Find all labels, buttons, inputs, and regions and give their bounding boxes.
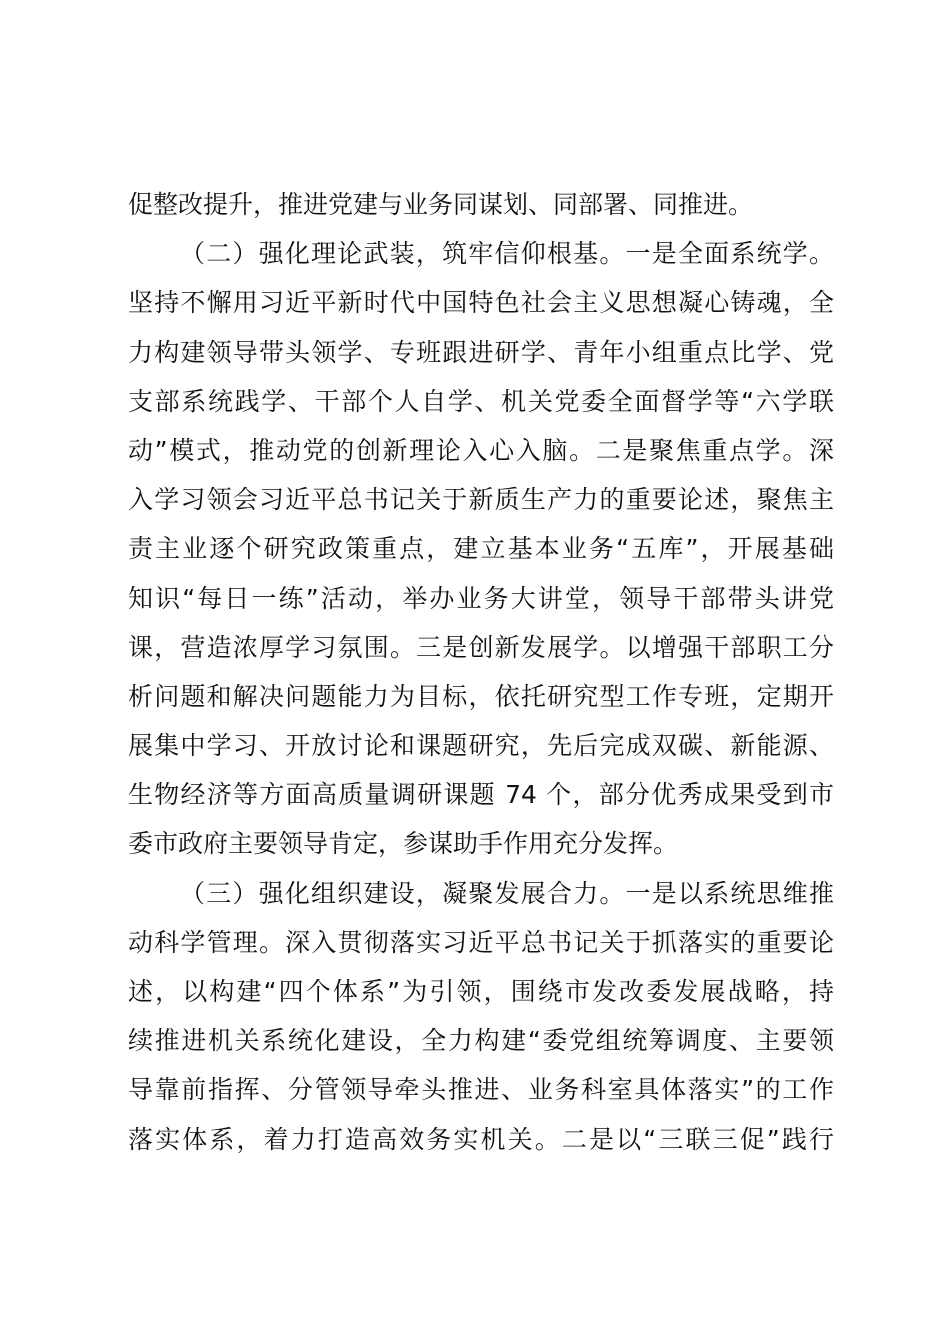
paragraph-line: 促整改提升，推进党建与业务同谋划、同部署、同推进。 [128,190,754,219]
paragraph-line: 生物经济等方面高质量调研课题 74 个，部分优秀成果受到市 [128,780,834,810]
body-text [128,180,834,1164]
paragraph-line: 委市政府主要领导肯定，参谋助手作用充分发挥。 [128,829,679,859]
paragraph-line: 坚持不懈用习近平新时代中国特色社会主义思想凝心铸魂，全 [128,288,834,318]
paragraph-line: 入学习领会习近平总书记关于新质生产力的重要论述，聚焦主 [128,485,834,515]
paragraph-line: 展集中学习、开放讨论和课题研究，先后完成双碳、新能源、 [128,731,834,761]
paragraph-line: 知识“每日一练”活动，举办业务大讲堂，领导干部带头讲党 [128,583,834,613]
paragraph-line: 析问题和解决问题能力为目标，依托研究型工作专班，定期开 [128,681,834,711]
paragraph-line: 责主业逐个研究政策重点，建立基本业务“五库”，开展基础 [128,534,834,564]
section-heading-line: （二）强化理论武装，筑牢信仰根基。一是全面系统学。 [180,239,834,269]
paragraph-line: 动科学管理。深入贯彻落实习近平总书记关于抓落实的重要论 [128,927,834,957]
paragraph-line: 落实体系，着力打造高效务实机关。二是以“三联三促”践行 [128,1124,834,1154]
paragraph-line: 导靠前指挥、分管领导牵头推进、业务科室具体落实”的工作 [128,1075,834,1105]
paragraph-line: 续推进机关系统化建设，全力构建“委党组统筹调度、主要领 [128,1026,834,1056]
paragraph-line: 力构建领导带头领学、专班跟进研学、青年小组重点比学、党 [128,337,834,367]
paragraph-line: 课，营造浓厚学习氛围。三是创新发展学。以增强干部职工分 [128,632,834,662]
paragraph-line: 支部系统践学、干部个人自学、机关党委全面督学等“六学联 [128,386,834,416]
paragraph-line: 述，以构建“四个体系”为引领，围绕市发改委发展战略，持 [128,977,834,1006]
section-heading-line: （三）强化组织建设，凝聚发展合力。一是以系统思维推 [180,878,834,908]
paragraph-line: 动”模式，推动党的创新理论入心入脑。二是聚焦重点学。深 [128,435,834,465]
